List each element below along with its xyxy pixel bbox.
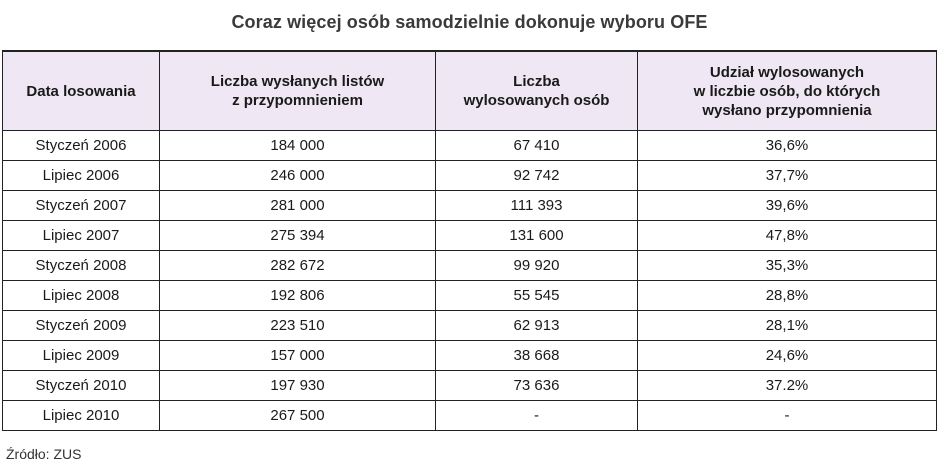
cell-share: 24,6% <box>638 341 937 371</box>
header-letters-sent <box>160 51 436 131</box>
page-title: Coraz więcej osób samodzielnie dokonuje wyboru OFE <box>231 12 708 32</box>
cell-share: 39,6% <box>638 191 937 221</box>
table-row <box>3 251 937 281</box>
cell-share: 35,3% <box>638 251 937 281</box>
header-line: Udział wylosowanych <box>709 63 865 81</box>
cell-letters-sent: 246 000 <box>160 161 436 191</box>
cell-drawn-persons: 131 600 <box>436 221 638 251</box>
table-header-row <box>3 51 937 131</box>
header-line: Liczba wysłanych listów <box>210 73 385 90</box>
cell-drawn-persons: 55 545 <box>436 281 638 311</box>
cell-drawn-persons: 99 920 <box>436 251 638 281</box>
table-row <box>3 311 937 341</box>
header-date <box>3 51 160 131</box>
cell-letters-sent: 281 000 <box>160 191 436 221</box>
table-row <box>3 341 937 371</box>
cell-date: Styczeń 2007 <box>3 191 160 221</box>
table-row <box>3 401 937 431</box>
header-line: wysłano przypomnienia <box>702 101 872 119</box>
header-line: Liczba <box>513 73 560 90</box>
cell-drawn-persons: 111 393 <box>436 191 638 221</box>
cell-share: 37.2% <box>638 371 937 401</box>
table-row <box>3 281 937 311</box>
cell-share: 36,6% <box>638 131 937 161</box>
table-row <box>3 161 937 191</box>
cell-letters-sent: 282 672 <box>160 251 436 281</box>
cell-drawn-persons: 67 410 <box>436 131 638 161</box>
cell-date: Lipiec 2007 <box>3 221 160 251</box>
cell-date: Lipiec 2006 <box>3 161 160 191</box>
cell-date: Styczeń 2010 <box>3 371 160 401</box>
cell-date: Lipiec 2008 <box>3 281 160 311</box>
cell-letters-sent: 184 000 <box>160 131 436 161</box>
table-row <box>3 221 937 251</box>
cell-date: Styczeń 2009 <box>3 311 160 341</box>
cell-share: 28,1% <box>638 311 937 341</box>
cell-letters-sent: 157 000 <box>160 341 436 371</box>
cell-letters-sent: 192 806 <box>160 281 436 311</box>
cell-date: Lipiec 2009 <box>3 341 160 371</box>
table-row <box>3 131 937 161</box>
cell-share: - <box>638 401 937 431</box>
cell-date: Lipiec 2010 <box>3 401 160 431</box>
cell-share: 47,8% <box>638 221 937 251</box>
cell-drawn-persons: 73 636 <box>436 371 638 401</box>
header-share <box>638 51 937 131</box>
cell-letters-sent: 267 500 <box>160 401 436 431</box>
cell-drawn-persons: - <box>436 401 638 431</box>
table-row <box>3 371 937 401</box>
cell-date: Styczeń 2008 <box>3 251 160 281</box>
cell-drawn-persons: 38 668 <box>436 341 638 371</box>
header-drawn-persons <box>436 51 638 131</box>
cell-letters-sent: 197 930 <box>160 371 436 401</box>
cell-date: Styczeń 2006 <box>3 131 160 161</box>
source-note: Źródło: ZUS <box>6 446 82 462</box>
header-line: z przypomnieniem <box>232 92 363 109</box>
cell-drawn-persons: 92 742 <box>436 161 638 191</box>
cell-drawn-persons: 62 913 <box>436 311 638 341</box>
table-row <box>3 191 937 221</box>
data-table <box>2 50 937 431</box>
header-line: wylosowanych osób <box>463 92 610 109</box>
header-line: Data losowania <box>26 82 136 100</box>
table-body <box>3 131 937 431</box>
cell-share: 37,7% <box>638 161 937 191</box>
cell-share: 28,8% <box>638 281 937 311</box>
header-line: w liczbie osób, do których <box>693 82 881 100</box>
cell-letters-sent: 223 510 <box>160 311 436 341</box>
cell-letters-sent: 275 394 <box>160 221 436 251</box>
